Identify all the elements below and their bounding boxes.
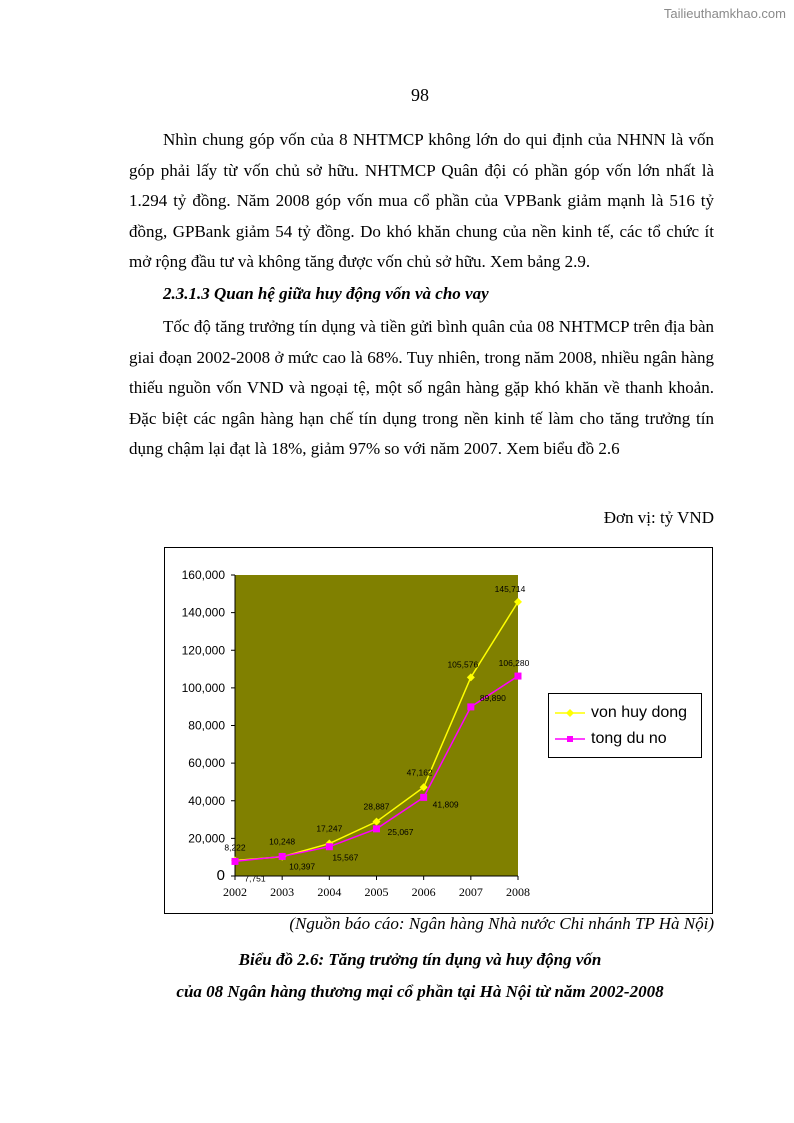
legend-item-tong-du-no bbox=[555, 728, 667, 750]
y-tick-label: 160,000 bbox=[181, 568, 225, 582]
data-point-tong-du-no bbox=[326, 843, 333, 850]
legend-label-tong-du-no: tong du no bbox=[591, 730, 667, 747]
x-tick-label: 2003 bbox=[270, 885, 295, 899]
y-tick-label: 120,000 bbox=[181, 643, 225, 658]
data-label: 10,248 bbox=[269, 836, 296, 847]
data-point-tong-du-no bbox=[515, 673, 522, 680]
data-point-tong-du-no bbox=[420, 794, 427, 801]
x-tick-label: 2008 bbox=[506, 885, 530, 899]
unit-label: Đơn vị: tỷ VND bbox=[603, 508, 714, 527]
data-label: 25,067 bbox=[387, 826, 414, 837]
data-label: 10,397 bbox=[289, 861, 316, 872]
paragraph-1-text: Nhìn chung góp vốn của 8 NHTMCP không lớn do qui định của NHNN là vốn góp phải lấy từ vốn chủ sở hữu. NHTMCP Quân đội có phần góp vốn lớn nhất là 1.294 tỷ đồng. Năm 2008 góp vốn mua cổ phần của VPBank giảm mạnh là 516 tỷ đồng, GPBank giảm 54 tỷ đồng. Do khó khăn chung của nền kinh tế, các tổ chức ít mở rộng đầu tư và không tăng được vốn chủ sở hữu. Xem bảng 2.9. bbox=[129, 130, 714, 271]
data-label: 89,890 bbox=[479, 692, 506, 703]
data-label: 145,714 bbox=[494, 583, 526, 594]
data-point-tong-du-no bbox=[373, 825, 380, 832]
paragraph-2 bbox=[129, 312, 714, 465]
chart-caption-line-2: của 08 Ngân hàng thương mại cổ phần tại Hà Nội từ năm 2002-2008 bbox=[176, 982, 664, 1001]
data-point-tong-du-no bbox=[467, 703, 474, 710]
x-tick-label: 2005 bbox=[364, 885, 389, 899]
data-point-tong-du-no bbox=[232, 858, 239, 865]
chart-container bbox=[164, 547, 713, 914]
legend-marker-von-huy-dong bbox=[555, 707, 585, 719]
data-label: 7,751 bbox=[244, 873, 266, 884]
paragraph-1 bbox=[129, 125, 714, 278]
y-tick-label: 60,000 bbox=[188, 756, 225, 771]
y-tick-label: 20,000 bbox=[188, 831, 225, 846]
x-tick-label: 2006 bbox=[411, 885, 436, 899]
y-tick-label: 0 bbox=[216, 867, 225, 884]
data-label: 17,247 bbox=[316, 823, 343, 834]
data-label: 47,162 bbox=[406, 767, 433, 778]
data-label: 41,809 bbox=[432, 799, 459, 810]
data-label: 15,567 bbox=[332, 852, 359, 863]
data-label: 8,222 bbox=[224, 842, 246, 853]
page-number: 98 bbox=[411, 85, 429, 105]
data-point-tong-du-no bbox=[279, 853, 286, 860]
data-label: 106,280 bbox=[498, 658, 530, 669]
chart-caption-line-1: Biểu đồ 2.6: Tăng trưởng tín dụng và huy động vốn bbox=[238, 950, 602, 969]
y-tick-label: 80,000 bbox=[188, 718, 225, 733]
y-tick-label: 40,000 bbox=[188, 793, 225, 808]
source-note: (Nguồn báo cáo: Ngân hàng Nhà nước Chi nhánh TP Hà Nội) bbox=[289, 914, 714, 933]
data-label: 105,576 bbox=[447, 659, 479, 670]
paragraph-2-text: Tốc độ tăng trưởng tín dụng và tiền gửi bình quân của 08 NHTMCP trên địa bàn giai đoạn 2002-2008 ở mức cao là 68%. Tuy nhiên, trong năm 2008, nhiều ngân hàng thiếu nguồn vốn VND và ngoại tệ, một số ngân hàng gặp khó khăn về thanh khoản. Đặc biệt các ngân hàng hạn chế tín dụng trong nền kinh tế làm cho tăng trưởng tín dụng chậm lại đạt là 18%, giảm 97% so với năm 2007. Xem biểu đồ 2.6 bbox=[129, 317, 714, 458]
chart-legend bbox=[548, 693, 702, 758]
y-tick-label: 140,000 bbox=[181, 605, 225, 620]
x-tick-label: 2004 bbox=[317, 885, 342, 899]
x-tick-label: 2002 bbox=[223, 885, 247, 899]
data-label: 28,887 bbox=[363, 801, 390, 812]
x-tick-label: 2007 bbox=[458, 885, 483, 899]
legend-item-von-huy-dong bbox=[555, 702, 687, 724]
legend-marker-tong-du-no bbox=[555, 733, 585, 745]
section-heading: 2.3.1.3 Quan hệ giữa huy động vốn và cho vay bbox=[163, 284, 489, 303]
legend-label-von-huy-dong: von huy dong bbox=[591, 704, 688, 721]
y-tick-label: 100,000 bbox=[181, 680, 225, 695]
watermark-text: Tailieuthamkhao.com bbox=[663, 6, 786, 21]
